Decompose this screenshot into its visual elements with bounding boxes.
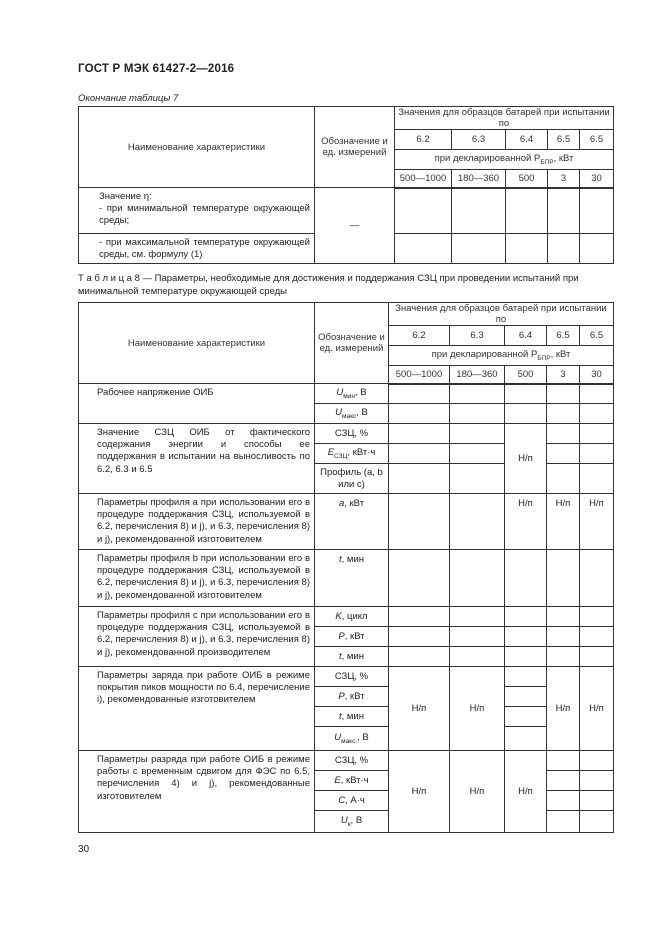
- unit-c: C, А·ч: [315, 791, 389, 811]
- table8-power: 3: [547, 366, 580, 384]
- table8-power: 30: [580, 366, 614, 384]
- np-cell: Н/п: [505, 751, 547, 833]
- np-cell: Н/п: [389, 751, 450, 833]
- unit-e-soc: $E_{СЗЦ}$, кВт·ч: [315, 444, 389, 464]
- page-number: 30: [78, 844, 90, 855]
- table8-declared-power: при декларированной $P_{БПР}$, кВт: [389, 346, 614, 366]
- np-cell: Н/п: [389, 667, 450, 751]
- table8-header-char: Наименование характеристики: [79, 303, 315, 384]
- np-cell: Н/п: [547, 667, 580, 751]
- unit-u-max: $U_{макс}$, В: [315, 404, 389, 424]
- table8-header-values: Значения для образцов батарей при испытании по: [389, 303, 614, 326]
- unit-u-max: $U_{макс.}$, В: [315, 727, 389, 751]
- eta-min-text: - при минимальной температуре окружающей среды;: [99, 203, 310, 227]
- table8-clause: 6.3: [450, 326, 505, 346]
- unit-profile: Профиль (a, b или c): [315, 464, 389, 494]
- np-cell: Н/п: [580, 494, 614, 550]
- table7-header-char: Наименование характеристики: [79, 107, 315, 188]
- unit-u-min: $U_{мин}$, В: [315, 384, 389, 404]
- table7-clause: 6.5: [580, 130, 614, 150]
- eta-label: Значение η:: [99, 191, 152, 202]
- table7-clause: 6.3: [452, 130, 506, 150]
- table8-power: 180—360: [450, 366, 505, 384]
- table7-declared-power: при декларированной $P_{БПР}$, кВт: [395, 150, 614, 170]
- table7: [78, 106, 614, 264]
- document-header: ГОСТ Р МЭК 61427-2—2016: [78, 63, 235, 75]
- unit-e: E, кВт·ч: [315, 771, 389, 791]
- row-profile-c: Параметры профиля c при использовании его в процедуре поддержания СЗЦ, используемой в 6.2, перечисления 8) и j), и 6.3, перечисления 8) и j), рекомендованной производителем: [79, 607, 315, 667]
- np-cell: Н/п: [505, 424, 547, 494]
- unit-k: K, цикл: [315, 607, 389, 627]
- table7-power: 3: [548, 170, 580, 188]
- table7-header-unit: Обозначение и ед. измерений: [315, 107, 395, 188]
- table8-header-unit: Обозначение и ед. измерений: [315, 303, 389, 384]
- unit-p: P, кВт: [315, 627, 389, 647]
- row-charge-params: Параметры заряда при работе ОИБ в режиме покрытия пиков мощности по 6.4, перечисление i), рекомендованные изготовителем: [79, 667, 315, 751]
- np-cell: Н/п: [505, 494, 547, 550]
- table7-header-values: Значения для образцов батарей при испытании по: [395, 107, 614, 130]
- row-profile-b: Параметры профиля b при использовании его в процедуре поддержания СЗЦ, используемой в 6.2, перечисления 8) и j), и 6.3, перечисления 8) и j), рекомендованной изготовителем: [79, 550, 315, 607]
- table7-row-eta-max: - при максимальной температуре окружающей среды, см. формулу (1): [79, 234, 315, 264]
- table8-power: 500—1000: [389, 366, 450, 384]
- table8-caption: [78, 272, 614, 298]
- unit-a: a, кВт: [315, 494, 389, 550]
- table7-power: 500—1000: [395, 170, 452, 188]
- unit-soc: СЗЦ, %: [315, 751, 389, 771]
- np-cell: Н/п: [547, 494, 580, 550]
- unit-t: t, мин: [315, 707, 389, 727]
- table8-caption-text: 8 — Параметры, необходимые для достижения и поддержания СЗЦ при проведении испытаний при минимальной температуре окружающей среды: [78, 273, 579, 297]
- table7-power: 180—360: [452, 170, 506, 188]
- row-profile-a: Параметры профиля a при использовании его в процедуре поддержания СЗЦ, используемой в 6.2, перечисления 8) и j), и 6.3, перечисления 8) и j), рекомендованной изготовителем: [79, 494, 315, 550]
- unit-t: t, мин: [315, 647, 389, 667]
- table7-power: 30: [580, 170, 614, 188]
- table8: [78, 302, 614, 833]
- table8-clause: 6.4: [505, 326, 547, 346]
- row-discharge-params: Параметры разряда при работе ОИБ в режиме работы с временным сдвигом для ФЭС по 6.5, перечисления 4) и j), рекомендованные изготовителем: [79, 751, 315, 833]
- unit-p: P, кВт: [315, 687, 389, 707]
- table8-clause: 6.5: [547, 326, 580, 346]
- table7-clause: 6.2: [395, 130, 452, 150]
- table8-clause: 6.5: [580, 326, 614, 346]
- unit-u-k: $U_к$, В: [315, 811, 389, 833]
- table7-clause: 6.4: [506, 130, 548, 150]
- row-operating-voltage: Рабочее напряжение ОИБ: [79, 384, 315, 424]
- unit-soc: СЗЦ, %: [315, 424, 389, 444]
- table7-power: 500: [506, 170, 548, 188]
- np-cell: Н/п: [580, 667, 614, 751]
- table8-power: 500: [505, 366, 547, 384]
- table8-clause: 6.2: [389, 326, 450, 346]
- row-soc-value: Значение СЗЦ ОИБ от фактического содержания энергии и способы ее поддержания в испытании на выносливость по 6.2, 6.3 и 6.5: [79, 424, 315, 494]
- table7-dash: —: [315, 188, 395, 264]
- np-cell: Н/п: [450, 751, 505, 833]
- np-cell: Н/п: [450, 667, 505, 751]
- table7-clause: 6.5: [548, 130, 580, 150]
- table7-row-eta-min: [79, 188, 315, 234]
- unit-t: t, мин: [315, 550, 389, 607]
- table7-caption: Окончание таблицы 7: [78, 93, 179, 104]
- table8-caption-label: Т а б л и ц а: [78, 273, 132, 284]
- unit-soc: СЗЦ, %: [315, 667, 389, 687]
